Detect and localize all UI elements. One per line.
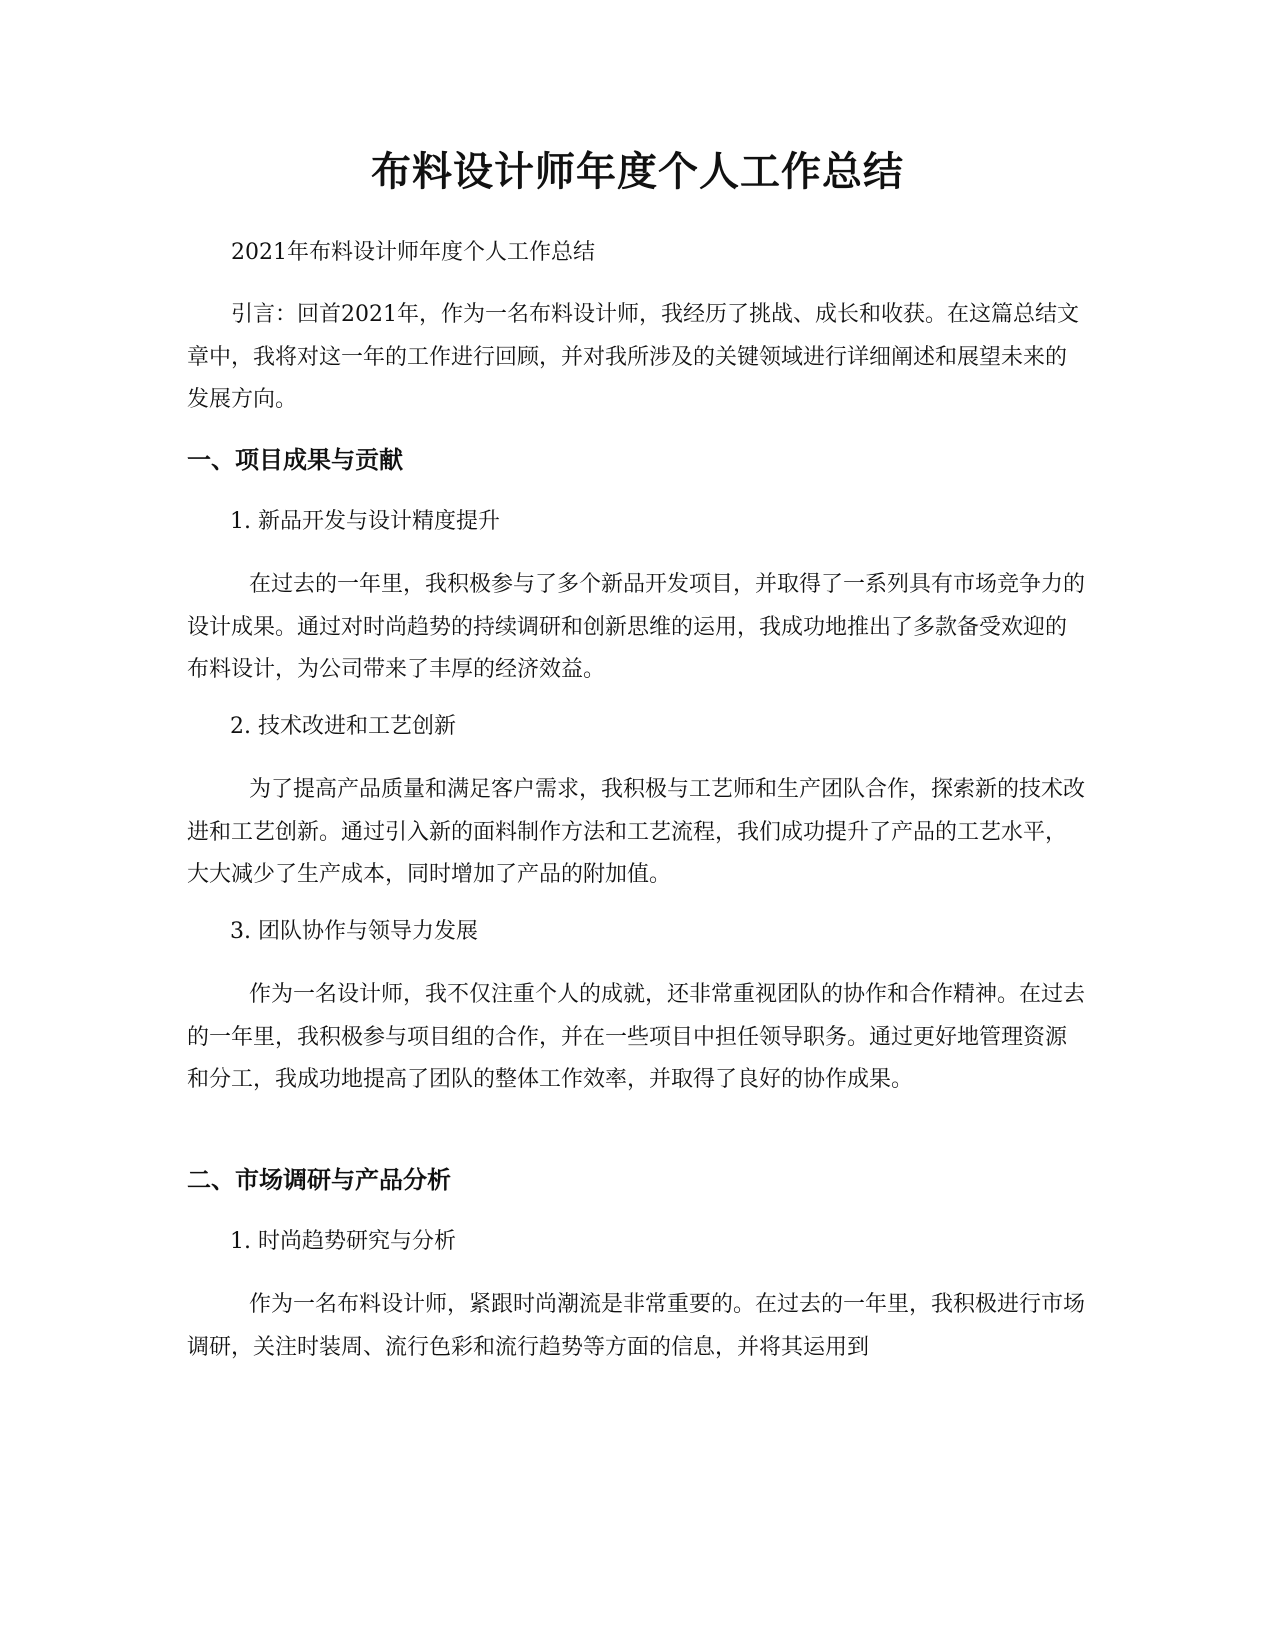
intro-paragraph: 引言：回首2021年，作为一名布料设计师，我经历了挑战、成长和收获。在这篇总结文章中，我将对这一年的工作进行回顾，并对我所涉及的关键领域进行详细阐述和展望未来的发展方向。 xyxy=(187,302,1079,412)
subsection-title-1-1: 1. 新品开发与设计精度提升 xyxy=(230,509,500,534)
subsection-title-2-1: 1. 时尚趋势研究与分析 xyxy=(230,1229,456,1254)
document-title: 布料设计师年度个人工作总结 xyxy=(371,149,904,195)
subsection-title-1-2: 2. 技术改进和工艺创新 xyxy=(230,714,456,739)
paragraph-1-3: 作为一名设计师，我不仅注重个人的成就，还非常重视团队的协作和合作精神。在过去的一年里，我积极参与项目组的合作，并在一些项目中担任领导职务。通过更好地管理资源和分工，我成功地提高了团队的整体工作效率，并取得了良好的协作成果。 xyxy=(187,982,1086,1092)
paragraph-2-1: 作为一名布料设计师，紧跟时尚潮流是非常重要的。在过去的一年里，我积极进行市场调研，关注时装周、流行色彩和流行趋势等方面的信息，并将其运用到 xyxy=(187,1292,1086,1360)
paragraph-1-2: 为了提高产品质量和满足客户需求，我积极与工艺师和生产团队合作，探索新的技术改进和工艺创新。通过引入新的面料制作方法和工艺流程，我们成功提升了产品的工艺水平，大大减少了生产成本，同时增加了产品的附加值。 xyxy=(187,777,1086,887)
paragraph-1-1: 在过去的一年里，我积极参与了多个新品开发项目，并取得了一系列具有市场竞争力的设计成果。通过对时尚趋势的持续调研和创新思维的运用，我成功地推出了多款备受欢迎的布料设计，为公司带来了丰厚的经济效益。 xyxy=(187,572,1086,682)
subsection-title-1-3: 3. 团队协作与领导力发展 xyxy=(230,919,478,944)
section-heading-1: 一、项目成果与贡献 xyxy=(187,446,403,474)
document-subtitle: 2021年布料设计师年度个人工作总结 xyxy=(231,240,595,265)
section-heading-2: 二、市场调研与产品分析 xyxy=(187,1166,451,1194)
